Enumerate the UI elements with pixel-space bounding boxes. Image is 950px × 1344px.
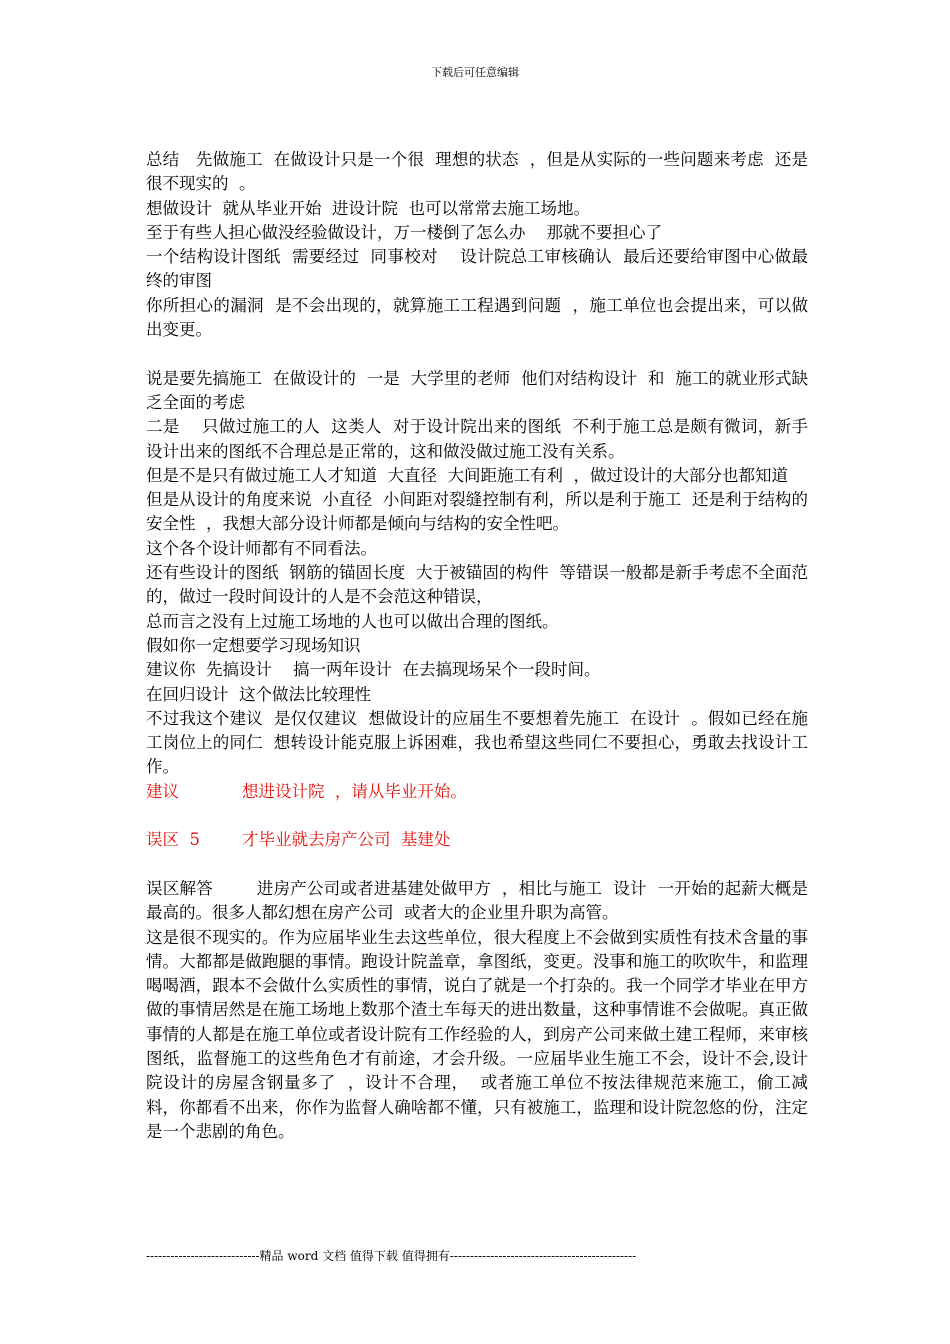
paragraph: 假如你一定想要学习现场知识 <box>146 635 361 655</box>
paragraph: 建议你 先搞设计 搞一两年设计 在去搞现场呆个一段时间。 <box>146 660 601 680</box>
paragraph: 总结 先做施工 在做设计只是一个很 理想的状态 ，但是从实际的一些问题来考虑 还是很不现实的 。 <box>146 150 808 194</box>
paragraph: 至于有些人担心做没经验做设计，万一楼倒了怎么办 那就不要担心了 <box>146 222 662 242</box>
paragraph: 总而言之没有上过施工场地的人也可以做出合理的图纸。 <box>146 611 559 631</box>
paragraph: 这是很不现实的。作为应届毕业生去这些单位，很大程度上不会做到实质性有技术含量的事情。大都都是做跑腿的事情。跑设计院盖章，拿图纸，变更。没事和施工的吹吹牛，和监理喝喝酒，跟本不会做什么实质性的事情，说白了就是一个打杂的。我一个同学才毕业在甲方做的事情居然是在施工场地上数那个渣土车每天的进出数量，这种事情谁不会做呢。真正做事情的人都是在施工单位或者设计院有工作经验的人，到房产公司来做土建工程师，来审核图纸，监督施工的这些角色才有前途，才会升级。一应届毕业生施工不会，设计不会,设计院设计的房屋含钢量多了 ，设计不合理， 或者施工单位不按法律规范来施工，偷工减料，你都看不出来，你作为监督人确啥都不懂，只有被施工，监理和设计院忽悠的份，注定是一个悲剧的角色。 <box>146 927 808 1141</box>
paragraph: 一个结构设计图纸 需要经过 同事校对 设计院总工审核确认 最后还要给审图中心做最终的审图 <box>146 247 808 291</box>
page-footer: ----------------------------精品 word 文档 值得下载 值得拥有---------------------------------------------- <box>146 1249 637 1263</box>
paragraph: 但是不是只有做过施工人才知道 大直径 大间距施工有利 ，做过设计的大部分也都知道 <box>146 465 788 485</box>
paragraph: 二是 只做过施工的人 这类人 对于设计院出来的图纸 不利于施工总是颇有微词，新手设计出来的图纸不合理总是正常的，这和做没做过施工没有关系。 <box>146 417 808 461</box>
paragraph: 但是从设计的角度来说 小直径 小间距对裂缝控制有利，所以是利于施工 还是利于结构的安全性 ，我想大部分设计师都是倾向与结构的安全性吧。 <box>146 490 808 534</box>
paragraph: 误区解答 进房产公司或者进基建处做甲方 ，相比与施工 设计 一开始的起薪大概是最高的。很多人都幻想在房产公司 或者大的企业里升职为高管。 <box>146 878 808 923</box>
highlighted-paragraph: 误区 5 才毕业就去房产公司 基建处 <box>146 830 451 850</box>
paragraph: 你所担心的漏洞 是不会出现的，就算施工工程遇到问题 ，施工单位也会提出来，可以做出变更。 <box>146 295 808 340</box>
paragraph: 在回归设计 这个做法比较理性 <box>146 684 371 704</box>
page-header: 下载后可任意编辑 <box>431 66 519 79</box>
paragraph: 说是要先搞施工 在做设计的 一是 大学里的老师 他们对结构设计 和 施工的就业形式缺乏全面的考虑 <box>146 368 808 412</box>
blank-line <box>146 853 808 877</box>
blank-line <box>146 342 808 366</box>
blank-line <box>146 804 808 828</box>
document-body <box>146 148 808 1144</box>
paragraph: 不过我这个建议 是仅仅建议 想做设计的应届生不要想着先施工 在设计 。假如已经在施工岗位上的同仁 想转设计能克服上诉困难，我也希望这些同仁不要担心，勇敢去找设计工作。 <box>146 708 808 777</box>
highlighted-paragraph: 建议 想进设计院 ，请从毕业开始。 <box>146 781 467 801</box>
paragraph: 想做设计 就从毕业开始 进设计院 也可以常常去施工场地。 <box>146 198 590 218</box>
paragraph: 还有些设计的图纸 钢筋的锚固长度 大于被锚固的构件 等错误一般都是新手考虑不全面范的，做过一段时间设计的人是不会范这种错误， <box>146 563 808 607</box>
paragraph: 这个各个设计师都有不同看法。 <box>146 538 377 558</box>
